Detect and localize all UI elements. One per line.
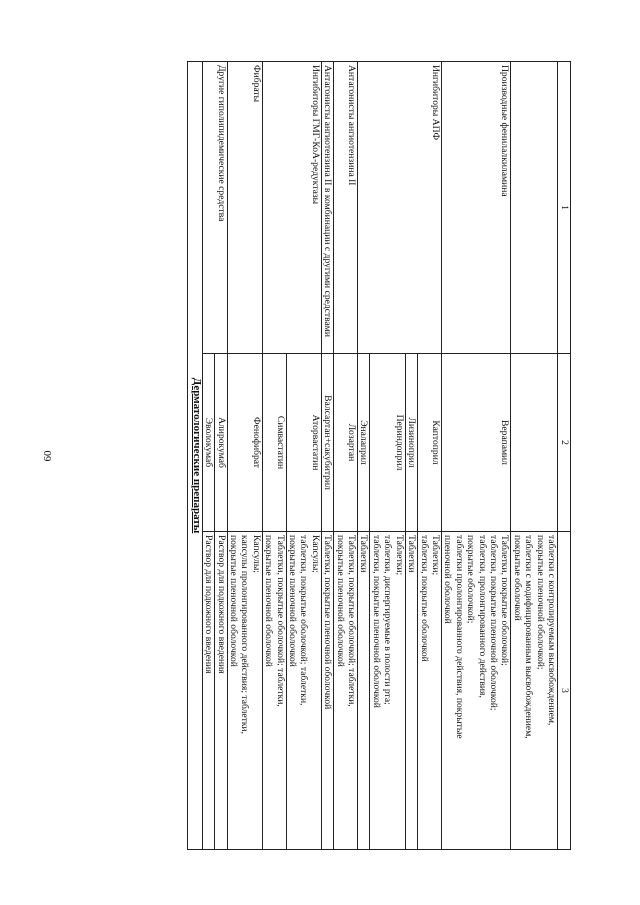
- table-row: [215, 62, 227, 850]
- drug-name-cell: Лозартан: [334, 354, 358, 532]
- dosage-forms-cell: [215, 532, 227, 850]
- dosage-form-line: таблетки, покрытые оболочкой; таблетки,: [298, 535, 310, 706]
- dosage-form-line: Таблетки, покрытые оболочкой; таблетки,: [274, 535, 286, 707]
- table-row: [511, 62, 558, 850]
- dosage-forms-cell: [418, 532, 442, 850]
- table-row: [286, 62, 321, 850]
- dosage-form-line: Таблетки: [406, 535, 418, 573]
- drug-name-cell: Алирокумаб: [215, 354, 227, 532]
- dosage-form-line: покрытые пленочной оболочкой: [334, 535, 346, 667]
- dosage-forms-cell: [202, 532, 214, 850]
- drug-name-cell: Каптоприл: [418, 354, 442, 532]
- drug-name-cell: Периндоприл: [370, 354, 405, 532]
- drug-name-cell: Эналаприл: [358, 354, 370, 532]
- group-cell: [511, 62, 558, 354]
- dosage-form-line: таблетки пролонгированного действия, покрытые: [453, 535, 465, 739]
- drug-name-cell: Лизиноприл: [405, 354, 417, 532]
- dosage-forms-cell: [441, 532, 510, 850]
- drug-name-cell: Аторвастатин: [286, 354, 321, 532]
- dosage-form-line: таблетки, пролонгированного действия,: [476, 535, 488, 698]
- dosage-form-line: пленочной оболочкой: [442, 535, 454, 624]
- table-row: [227, 62, 262, 850]
- dosage-form-line: Таблетки, покрытые оболочкой;: [499, 535, 511, 666]
- dosage-form-line: покрытые пленочной оболочкой: [228, 535, 240, 667]
- dosage-forms-cell: [405, 532, 417, 850]
- drug-name-cell: Симвастатин: [262, 354, 286, 532]
- dosage-form-line: Раствор для подкожного введения: [215, 535, 227, 674]
- dosage-form-line: таблетки, покрытые пленочной оболочкой;: [487, 535, 499, 711]
- dosage-forms-cell: [358, 532, 370, 850]
- section-title: Дерматологические препараты: [187, 62, 202, 850]
- dosage-forms-cell: [370, 532, 405, 850]
- dosage-form-line: капсулы пролонгированного действия; таблетки,: [239, 535, 251, 735]
- dosage-form-line: Таблетки, покрытые пленочной оболочкой: [322, 535, 334, 710]
- group-cell: Фибраты: [227, 62, 262, 354]
- group-cell: Антагонисты ангиотензина II в комбинации с другими средствами: [321, 62, 333, 354]
- table-row: [334, 62, 358, 850]
- dosage-form-line: покрытые пленочной оболочкой;: [534, 535, 546, 670]
- drug-name-cell: Валсартан+сакубитрил: [321, 354, 333, 532]
- rotated-table-container: [77, 61, 571, 849]
- dosage-form-line: Капсулы;: [250, 535, 262, 573]
- header-col-2: 2: [558, 354, 571, 532]
- dosage-form-line: таблетки с контролируемым высвобождением,: [546, 535, 557, 726]
- group-cell: Производные фенилалкиламина: [441, 62, 510, 354]
- dosage-forms-cell: [227, 532, 262, 850]
- header-col-3: 3: [558, 532, 571, 850]
- header-row: [558, 62, 571, 850]
- drug-name-cell: Верапамил: [441, 354, 510, 532]
- dosage-forms-cell: [511, 532, 558, 850]
- dosage-form-line: таблетки, покрытые пленочной оболочкой: [370, 535, 382, 708]
- dosage-form-line: Таблетки: [358, 535, 370, 573]
- dosage-form-line: покрытые оболочкой;: [465, 535, 477, 624]
- dosage-form-line: покрытые оболочкой: [511, 535, 523, 621]
- group-cell: Ингибиторы АПФ: [358, 62, 442, 354]
- group-cell: Ингибиторы ГМГ-КоА-редуктазы: [262, 62, 321, 354]
- dosage-forms-cell: [334, 532, 358, 850]
- dosage-forms-cell: [286, 532, 321, 850]
- dosage-form-line: покрытые пленочной оболочкой: [263, 535, 275, 667]
- dosage-form-line: таблетки, диспергируемые в полости рта;: [382, 535, 394, 705]
- dosage-form-line: Раствор для подкожного введения: [203, 535, 215, 674]
- dosage-form-line: таблетки, покрытые оболочкой: [418, 535, 430, 662]
- drug-name-cell: Эволокумаб: [202, 354, 214, 532]
- dosage-form-line: Таблетки;: [429, 535, 441, 576]
- drug-name-cell: Фенофибрат: [227, 354, 262, 532]
- drug-table: [187, 61, 571, 850]
- header-col-1: 1: [558, 62, 571, 354]
- dosage-form-line: Таблетки, покрытые оболочкой; таблетки,: [346, 535, 358, 707]
- dosage-forms-cell: [321, 532, 333, 850]
- table-row: [321, 62, 333, 850]
- page-number: 60: [42, 450, 54, 462]
- section-row: [187, 62, 202, 850]
- dosage-form-line: покрытые пленочной оболочкой: [287, 535, 299, 667]
- table-row: [441, 62, 510, 850]
- group-cell: Другие гиполипидемические средства: [202, 62, 227, 354]
- dosage-form-line: Капсулы;: [309, 535, 321, 573]
- dosage-form-line: Таблетки;: [393, 535, 405, 576]
- table-row: [418, 62, 442, 850]
- drug-name-cell: [511, 354, 558, 532]
- dosage-form-line: таблетки с модифицированным высвобождением,: [523, 535, 535, 739]
- group-cell: Антагонисты ангиотензина II: [334, 62, 358, 354]
- dosage-forms-cell: [262, 532, 286, 850]
